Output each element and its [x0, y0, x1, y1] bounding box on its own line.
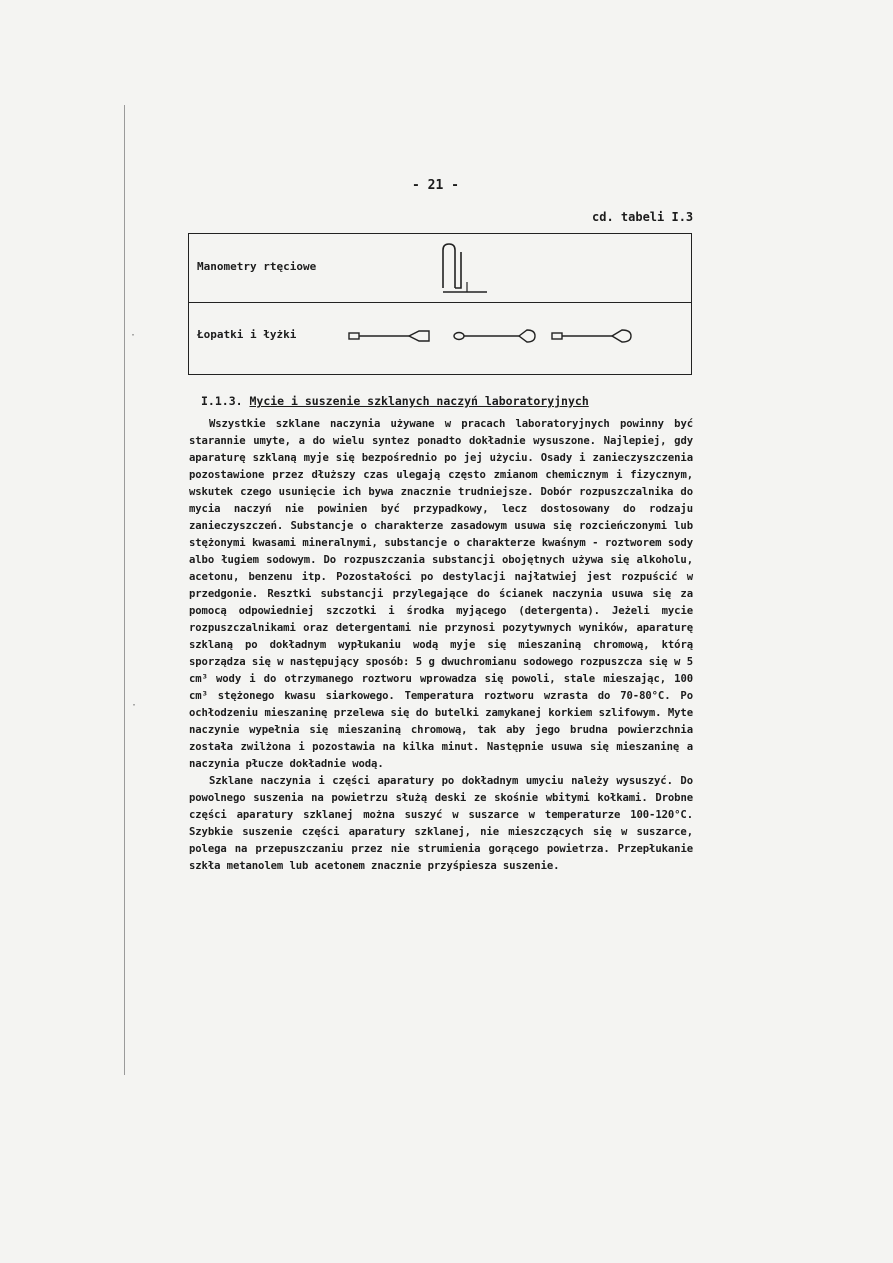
section-number: I.1.3.	[201, 394, 243, 408]
table-row-label: Manometry rtęciowe	[197, 260, 317, 273]
table-continuation-label: cd. tabeli I.3	[592, 210, 694, 224]
table-row	[189, 234, 691, 303]
equipment-table	[188, 233, 692, 375]
scan-speck: ·	[131, 700, 138, 711]
section-body	[189, 416, 693, 875]
table-row-label: Łopatki i łyżki	[197, 328, 297, 341]
section-heading	[201, 394, 589, 408]
paragraph: Szklane naczynia i części aparatury po dokładnym umyciu należy wysuszyć. Do powolnego suszenia na powietrzu służą deski ze skośnie wbitymi kołkami. Drobne części aparatury szklanej można suszyć w suszarce w temperaturze 100-120°C. Szybkie suszenie części aparatury szklanej, nie mieszczących się w suszarce, polega na przepuszczaniu przez nie strumienia gorącego powietrza. Przepłukanie szkła metanolem lub acetonem znacznie przyśpiesza suszenie.	[189, 775, 693, 872]
spatula-spoon-icons	[347, 328, 637, 346]
manometer-icon	[439, 242, 499, 296]
page-margin-line	[124, 105, 125, 1075]
page-number: - 21 -	[412, 178, 459, 193]
paragraph: Wszystkie szklane naczynia używane w pracach laboratoryjnych powinny być starannie umyte, a do wielu syntez ponadto dokładnie wysuszone. Najlepiej, gdy aparaturę szklaną myje się bezpośrednio po jej użyciu. Osady i zanieczyszczenia pozostawione przez dłuższy czas ulegają często zmianom chemicznym i fizycznym, wskutek czego usunięcie ich bywa znacznie trudniejsze. Dobór rozpuszczalnika do mycia naczyń nie powinien być przypadkowy, lecz dostosowany do rodzaju zanieczyszczeń. Substancje o charakterze zasadowym usuwa się rozcieńczonymi lub stężonymi kwasami mineralnymi, substancje o charakterze kwaśnym - roztworem sody albo ługiem sodowym. Do rozpuszczania substancji obojętnych używa się alkoholu, acetonu, benzenu itp. Pozostałości po destylacji najłatwiej jest rozpuścić w przedgonie. Resztki substancji przylegające do ścianek naczynia usuwa się za pomocą odpowiedniej szczotki i środka myjącego (detergenta). Jeżeli mycie rozpuszczalnikami oraz detergentami nie przynosi pozytywnych wyników, aparaturę szklaną po dokładnym wypłukaniu wodą myje się mieszaniną chromową, którą sporządza się w następujący sposób: 5 g dwuchromianu sodowego rozpuszcza się w 5 cm³ wody i do otrzymanego roztworu wprowadza się powoli, stale mieszając, 100 cm³ stężonego kwasu siarkowego. Temperatura roztworu wzrasta do 70-80°C. Po ochłodzeniu mieszaninę przelewa się do butelki zamykanej korkiem szlifowym. Myte naczynie wypełnia się mieszaniną chromową, tak aby jego brudna powierzchnia została zwilżona i pozostawia na kilka minut. Następnie usuwa się mieszaninę a naczynia płucze dokładnie wodą.	[189, 418, 693, 770]
section-title: Mycie i suszenie szklanych naczyń laboratoryjnych	[249, 394, 589, 408]
scan-speck: ·	[130, 330, 137, 341]
